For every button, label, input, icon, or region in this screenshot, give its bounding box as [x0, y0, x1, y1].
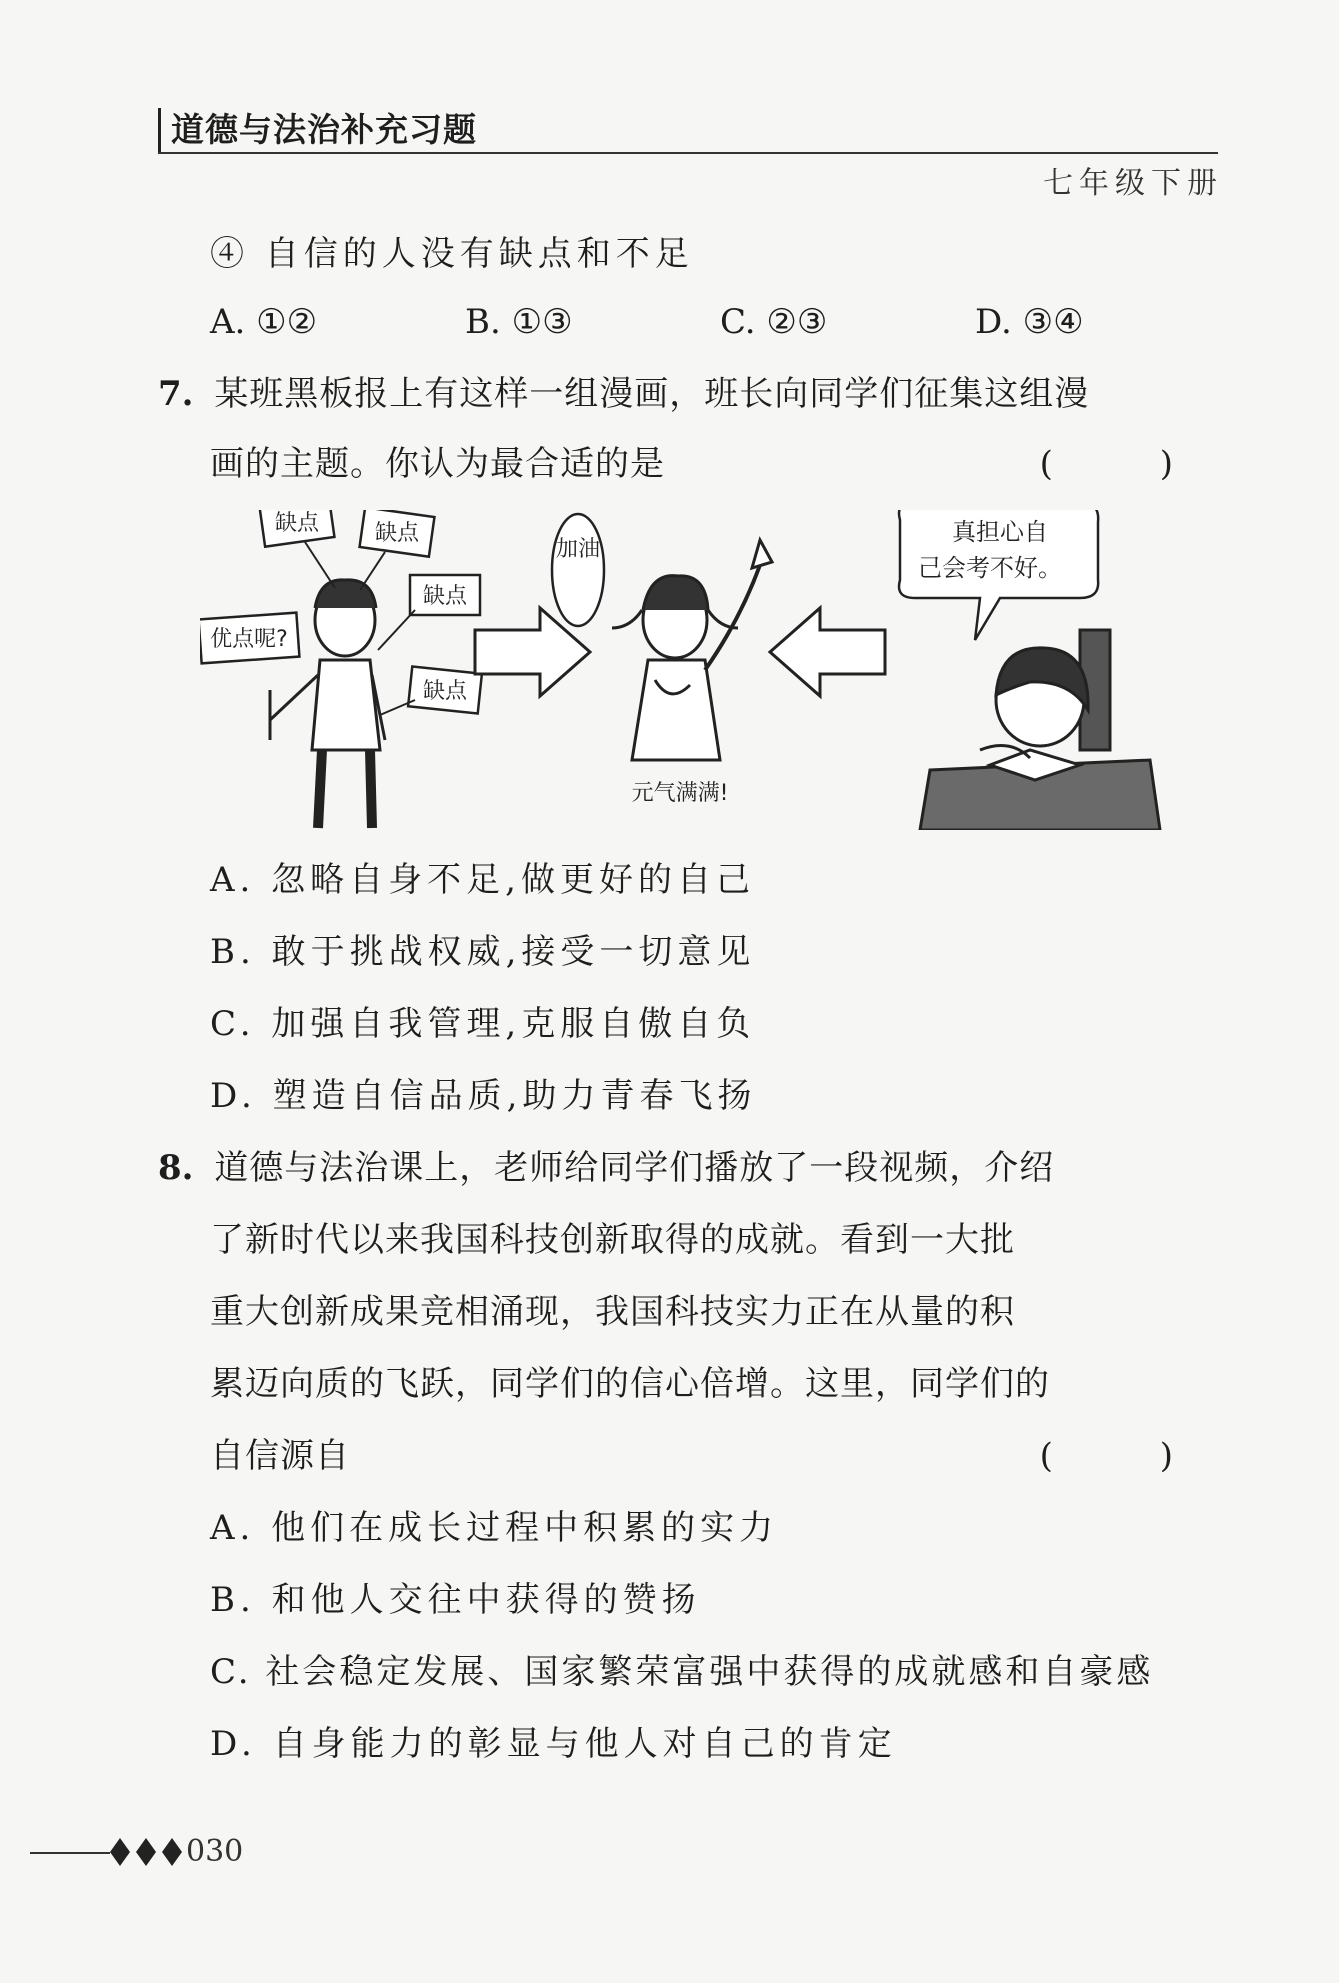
student-at-desk-figure [920, 630, 1160, 830]
svg-text:缺点: 缺点 [422, 679, 468, 704]
held-sign [200, 613, 299, 664]
question-8-stem-line-2: 了新时代以来我国科技创新取得的成就。看到一大批 [210, 1220, 1015, 1260]
question-8-answer-blank: ( ) [1039, 1436, 1221, 1476]
question-7-answer-blank: ( ) [1039, 444, 1221, 484]
prev-choice-c: C. ②③ [720, 302, 828, 342]
svg-text:真担心自: 真担心自 [952, 518, 1048, 546]
question-8-stem-line-5: 自信源自 [210, 1436, 350, 1476]
svg-text:缺点: 缺点 [374, 521, 420, 546]
svg-text:己会考不好。: 己会考不好。 [918, 554, 1062, 582]
page-number: 030 [186, 1834, 244, 1869]
cheer-bubble [552, 514, 604, 626]
arrow-left-icon [770, 608, 885, 696]
question-8-option-c[interactable]: C. 社会稳定发展、国家繁荣富强中获得的成就感和自豪感 [210, 1652, 1154, 1692]
sign-4 [380, 666, 482, 715]
header-bar [158, 108, 477, 152]
question-8-option-b[interactable]: B. 和他人交往中获得的赞扬 [210, 1580, 701, 1620]
diamond-ornament-icon [108, 1834, 184, 1870]
question-7-option-a[interactable]: A. 忽略自身不足,做更好的自己 [210, 860, 755, 900]
question-7-stem-line-2: 画的主题。你认为最合适的是 [210, 444, 665, 484]
prev-choice-a: A. ①② [210, 302, 318, 342]
grade-label: 七年级下册 [1043, 166, 1223, 201]
question-7-option-d[interactable]: D. 塑造自信品质,助力青春飞扬 [210, 1076, 757, 1116]
question-7-cartoon [200, 510, 1200, 830]
question-7-stem-line-1: 7. 某班黑板报上有这样一组漫画，班长向同学们征集这组漫 [158, 374, 1090, 414]
prev-choices [210, 300, 1110, 344]
prev-choice-d: D. ③④ [975, 302, 1084, 342]
svg-text:优点呢?: 优点呢? [210, 627, 288, 652]
svg-text:缺点: 缺点 [422, 584, 468, 609]
header-rule [158, 152, 1218, 154]
question-8-stem-line-4: 累迈向质的飞跃，同学们的信心倍增。这里，同学们的 [210, 1364, 1050, 1404]
question-7-option-b[interactable]: B. 敢于挑战权威,接受一切意见 [210, 932, 756, 972]
book-title: 道德与法治补充习题 [171, 110, 477, 149]
cheer-caption: 元气满满! [631, 781, 729, 806]
question-7-option-c[interactable]: C. 加强自我管理,克服自傲自负 [210, 1004, 756, 1044]
svg-text:加油: 加油 [555, 537, 601, 562]
question-8-stem-line-1: 8. 道德与法治课上，老师给同学们播放了一段视频，介绍 [158, 1148, 1055, 1188]
prev-item-4: ④ 自信的人没有缺点和不足 [210, 234, 694, 274]
sign-1 [260, 510, 335, 588]
question-8-option-a[interactable]: A. 他们在成长过程中积累的实力 [210, 1508, 779, 1548]
question-8-number: 8. [158, 1148, 194, 1188]
girl-cheering-figure [612, 540, 772, 760]
svg-text:缺点: 缺点 [274, 511, 320, 536]
question-8-option-d[interactable]: D. 自身能力的彰显与他人对自己的肯定 [210, 1724, 897, 1764]
sign-3 [378, 575, 480, 650]
worry-bubble [899, 510, 1098, 640]
footer-rule [30, 1852, 110, 1854]
prev-choice-b: B. ①③ [465, 302, 573, 342]
question-7-number: 7. [158, 374, 194, 414]
question-8-stem-line-3: 重大创新成果竞相涌现，我国科技实力正在从量的积 [210, 1292, 1015, 1332]
